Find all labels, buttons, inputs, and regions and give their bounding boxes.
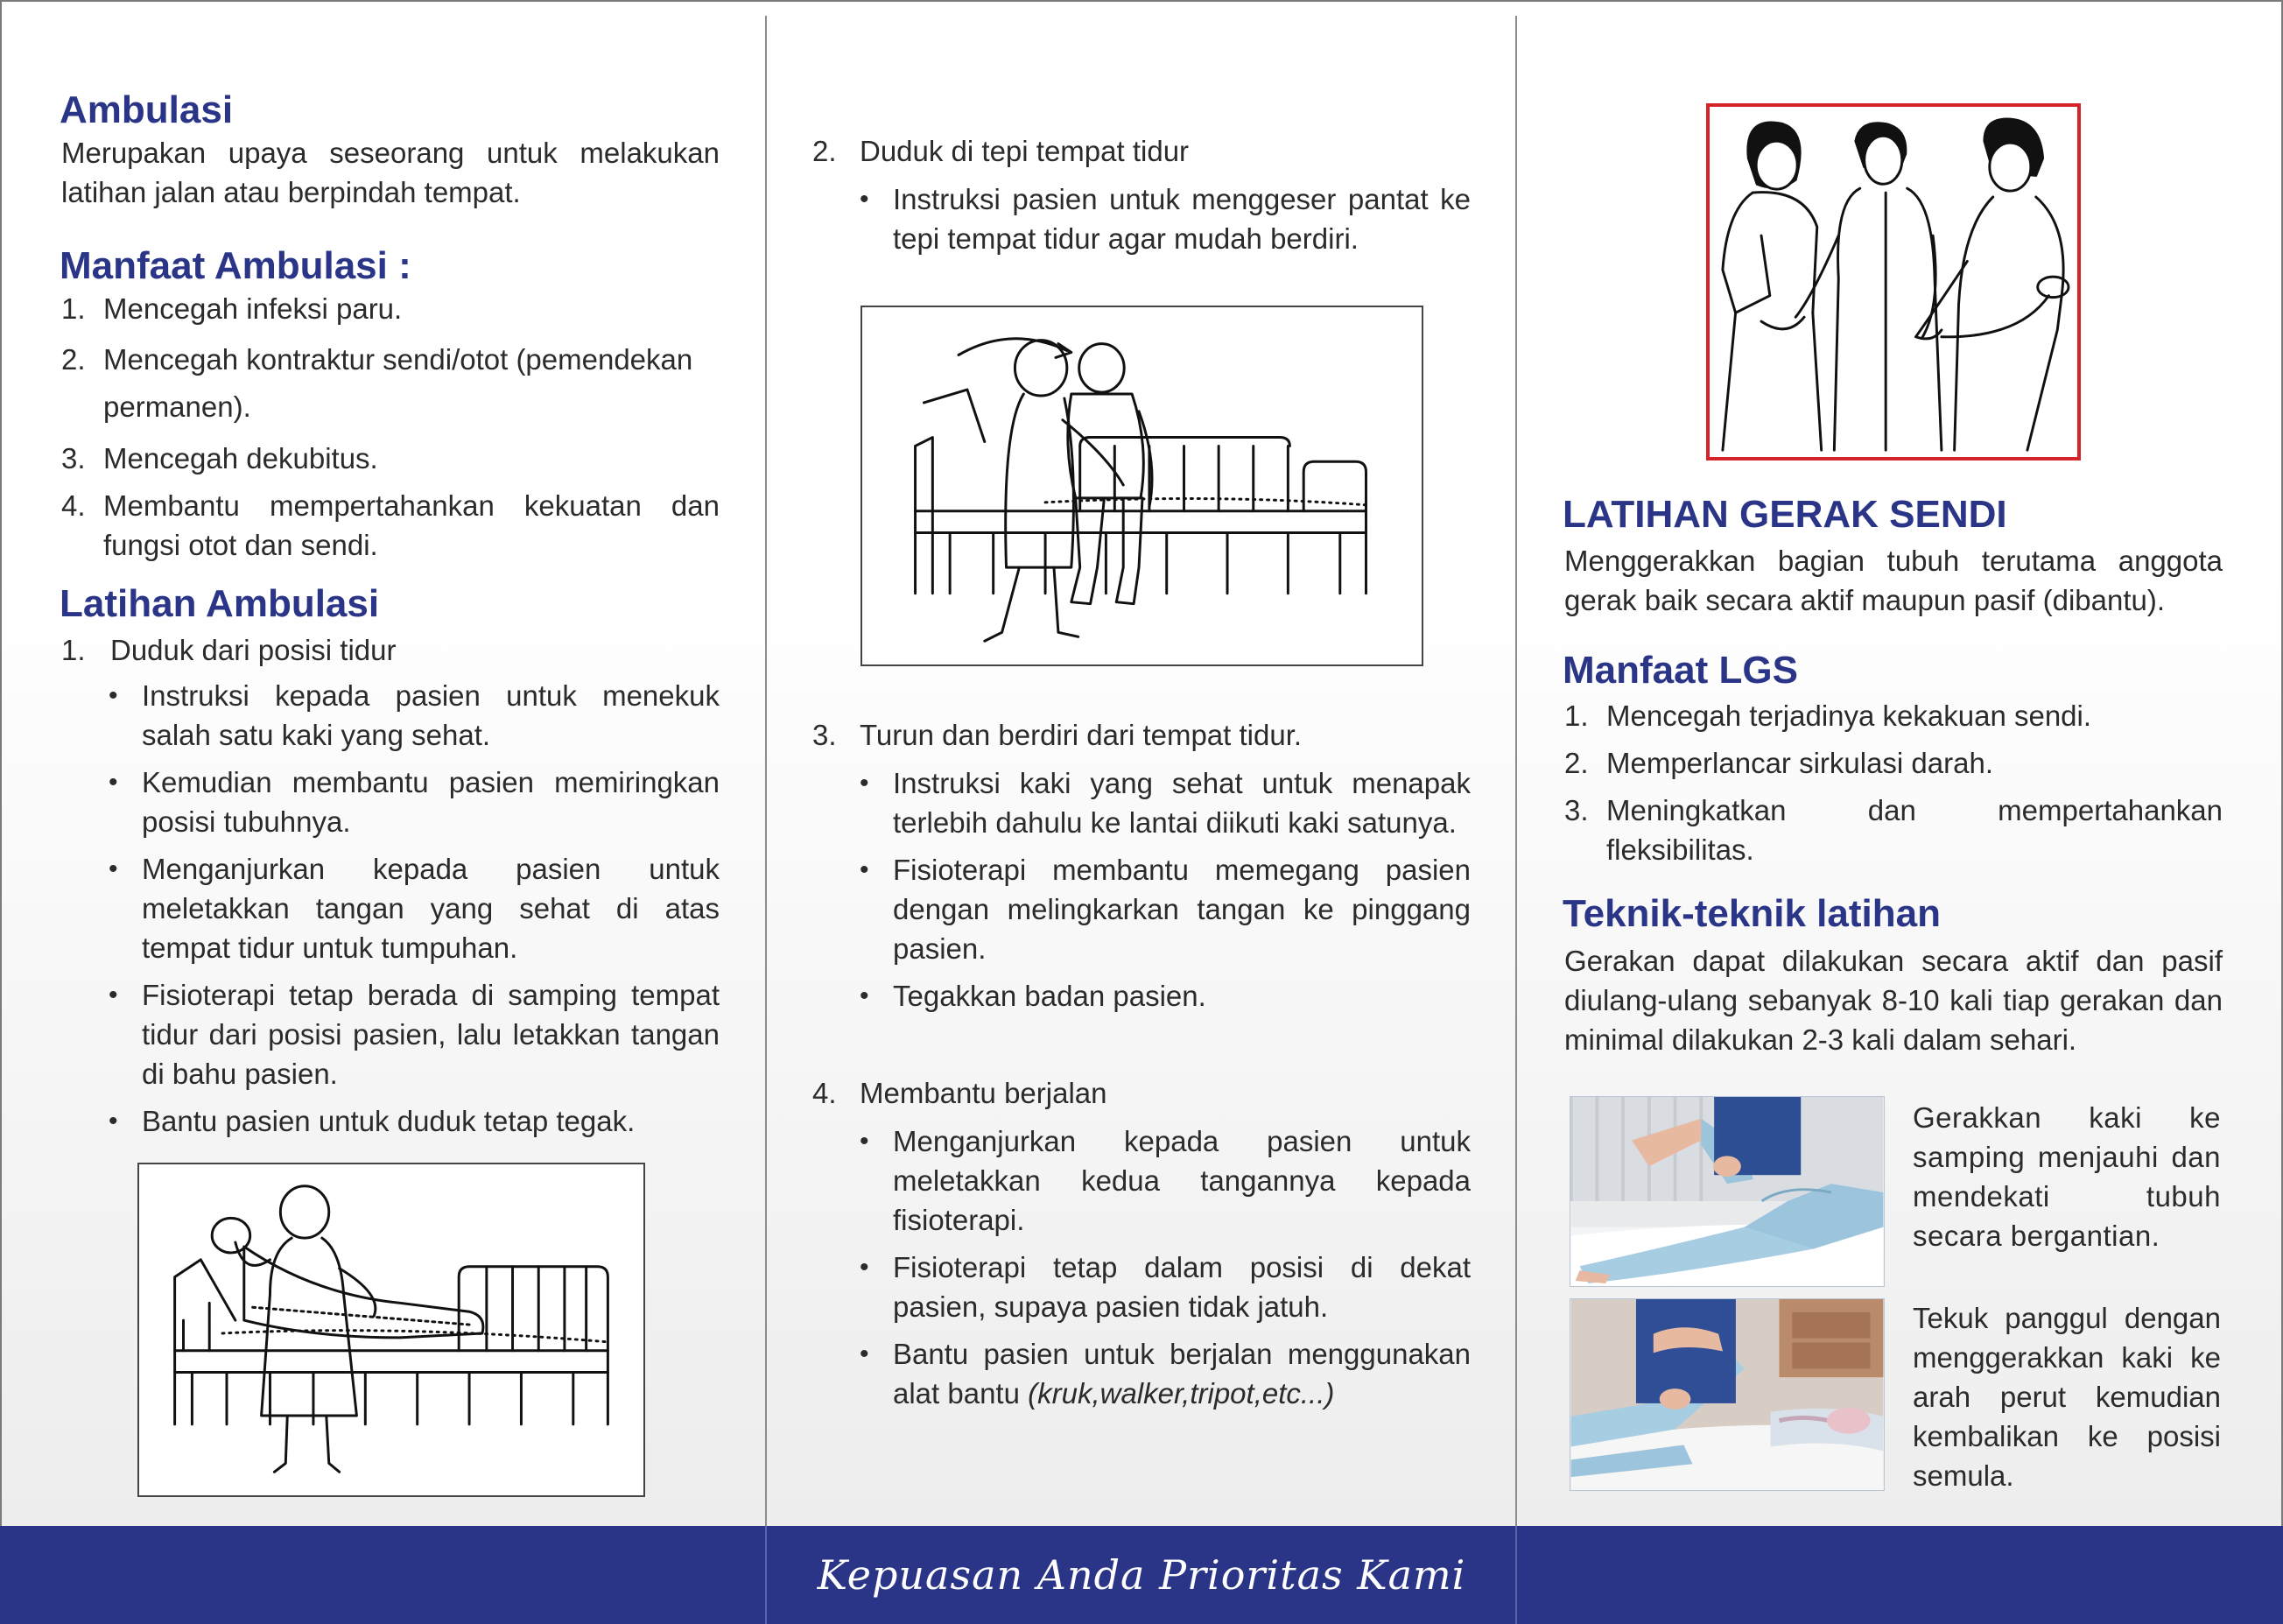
list-number: 3. xyxy=(1564,794,1589,826)
list-number: 2. xyxy=(1564,747,1589,779)
step-title-text: Membantu berjalan xyxy=(860,1077,1107,1109)
bullet-text: Kemudian membantu pasien memiringkan posisi tubuhnya. xyxy=(142,766,720,838)
bullet-dot-icon: • xyxy=(860,981,869,1010)
panel-divider-right xyxy=(1515,16,1517,1526)
bullet-text: Bantu pasien untuk duduk tetap tegak. xyxy=(142,1105,636,1137)
photo-2-caption: Tekuk panggul dengan menggerakkan kaki ke arah perut kemudian kembalikan ke posisi semula. xyxy=(1913,1302,2221,1492)
latihan-ambulasi-heading: Latihan Ambulasi xyxy=(60,582,380,625)
photo-hip-flexion xyxy=(1570,1298,1885,1491)
list-item xyxy=(1564,696,2223,735)
manfaat-lgs-list xyxy=(1564,696,2223,877)
bullet-item xyxy=(109,1101,720,1141)
list-number: 2. xyxy=(61,343,86,376)
step-title-text: Duduk dari posisi tidur xyxy=(110,634,397,666)
bullet-dot-icon: • xyxy=(860,1253,869,1282)
step-2-bullets xyxy=(860,179,1471,266)
list-number: 4. xyxy=(61,489,86,522)
lgs-definition: Menggerakkan bagian tubuh terutama anggota gerak baik secara aktif maupun pasif (dibantu). xyxy=(1564,545,2223,616)
step-2-title xyxy=(812,131,1471,171)
bullet-dot-icon: • xyxy=(860,855,869,884)
illustration-patient-in-bed xyxy=(137,1163,645,1497)
bullet-text: Bantu pasien untuk berjalan menggunakan alat bantu xyxy=(893,1338,1471,1410)
bullet-text: Instruksi kepada pasien untuk menekuk salah satu kaki yang sehat. xyxy=(142,679,720,751)
panel-divider-left xyxy=(765,16,767,1526)
bullet-text: Menganjurkan kepada pasien untuk meletakkan kedua tangannya kepada fisioterapi. xyxy=(893,1125,1471,1236)
list-item xyxy=(1564,743,2223,783)
list-item xyxy=(61,486,720,565)
bullet-dot-icon: • xyxy=(860,185,869,214)
list-text: Mencegah dekubitus. xyxy=(103,442,378,475)
manfaat-ambulasi-list xyxy=(61,289,720,573)
bullet-text: Instruksi kaki yang sehat untuk menapak terlebih dahulu ke lantai diikuti kaki satunya. xyxy=(893,767,1471,839)
footer-slogan: Kepuasan Anda Prioritas Kami xyxy=(817,1551,1466,1599)
bullet-text: Fisioterapi tetap berada di samping tempat tidur dari posisi pasien, lalu letakkan tangan di bahu pasien. xyxy=(142,979,720,1090)
step-number: 2. xyxy=(812,135,837,167)
bullet-item xyxy=(109,975,720,1093)
step-4-bullets xyxy=(860,1121,1471,1421)
step-title-text: Duduk di tepi tempat tidur xyxy=(860,135,1190,167)
teknik-description: Gerakan dapat dilakukan secara aktif dan pasif diulang-ulang sebanyak 8-10 kali tiap gerakan dan minimal dilakukan 2-3 kali dalam sehari. xyxy=(1564,945,2223,1056)
list-item xyxy=(61,289,720,328)
bullet-italic-aids: (kruk,walker,tripot,etc...) xyxy=(1028,1377,1335,1410)
bullet-item xyxy=(860,1248,1471,1326)
right-panel xyxy=(1563,0,2221,1523)
photo-1-caption: Gerakkan kaki ke samping menjauhi dan mendekati tubuh secara bergantian. xyxy=(1913,1101,2221,1252)
list-text: Mencegah kontraktur sendi/otot (pemendekan permanen). xyxy=(103,343,693,423)
bullet-dot-icon: • xyxy=(860,1339,869,1368)
manfaat-lgs-heading: Manfaat LGS xyxy=(1563,649,1798,692)
bullet-text: Fisioterapi tetap dalam posisi di dekat pasien, supaya pasien tidak jatuh. xyxy=(893,1251,1471,1323)
step-number: 4. xyxy=(812,1077,837,1109)
list-text: Membantu mempertahankan kekuatan dan fungsi otot dan sendi. xyxy=(103,489,720,561)
photo-leg-abduction xyxy=(1570,1096,1885,1287)
list-text: Mencegah infeksi paru. xyxy=(103,292,403,325)
ambulasi-heading: Ambulasi xyxy=(60,88,234,131)
step-number: 1. xyxy=(61,634,86,666)
bullet-dot-icon: • xyxy=(109,854,118,883)
bullet-item xyxy=(860,850,1471,968)
bullet-item xyxy=(109,849,720,967)
step-number: 3. xyxy=(812,719,837,751)
bullet-text: Menganjurkan kepada pasien untuk meletakkan tangan yang sehat di atas tempat tidur untuk tumpuhan. xyxy=(142,853,720,964)
bullet-item xyxy=(860,179,1471,258)
step-1-title xyxy=(61,630,720,670)
latihan-gerak-sendi-heading: LATIHAN GERAK SENDI xyxy=(1563,493,2007,536)
bullet-text-wrapper xyxy=(893,1334,1471,1413)
list-number: 1. xyxy=(1564,700,1589,732)
bullet-dot-icon: • xyxy=(109,981,118,1009)
bullet-item xyxy=(109,763,720,841)
middle-panel xyxy=(805,0,1471,1523)
bullet-dot-icon: • xyxy=(860,769,869,798)
list-text: Meningkatkan dan mempertahankan fleksibilitas. xyxy=(1606,794,2223,866)
step-4-title xyxy=(812,1073,1471,1113)
bullet-text: Instruksi pasien untuk menggeser pantat ke tepi tempat tidur agar mudah berdiri. xyxy=(893,183,1471,255)
illustration-sitting-edge-of-bed xyxy=(861,306,1423,666)
bullet-item xyxy=(109,676,720,755)
bullet-item xyxy=(860,1334,1471,1413)
bullet-item xyxy=(860,1121,1471,1240)
step-3-bullets xyxy=(860,763,1471,1023)
bullet-dot-icon: • xyxy=(109,681,118,710)
step-3-title xyxy=(812,715,1471,755)
list-item xyxy=(61,439,720,478)
step-1-bullets xyxy=(109,676,720,1149)
list-text: Memperlancar sirkulasi darah. xyxy=(1606,747,1994,779)
left-panel xyxy=(60,0,718,1523)
list-number: 3. xyxy=(61,442,86,475)
ambulasi-definition: Merupakan upaya seseorang untuk melakukan latihan jalan atau berpindah tempat. xyxy=(61,137,720,208)
list-text: Mencegah terjadinya kekakuan sendi. xyxy=(1606,700,2092,732)
bullet-text: Tegakkan badan pasien. xyxy=(893,980,1206,1012)
manfaat-ambulasi-heading: Manfaat Ambulasi : xyxy=(60,244,411,287)
list-number: 1. xyxy=(61,292,86,325)
bullet-dot-icon: • xyxy=(109,768,118,797)
teknik-latihan-heading: Teknik-teknik latihan xyxy=(1563,892,1941,935)
bullet-item xyxy=(860,976,1471,1016)
bullet-dot-icon: • xyxy=(109,1107,118,1135)
bullet-item xyxy=(860,763,1471,842)
bullet-dot-icon: • xyxy=(860,1127,869,1156)
illustration-assisted-walking xyxy=(1706,103,2081,460)
step-title-text: Turun dan berdiri dari tempat tidur. xyxy=(860,719,1303,751)
list-item xyxy=(1564,791,2223,869)
list-item xyxy=(61,336,720,431)
bullet-text: Fisioterapi membantu memegang pasien dengan melingkarkan tangan ke pinggang pasien. xyxy=(893,854,1471,965)
